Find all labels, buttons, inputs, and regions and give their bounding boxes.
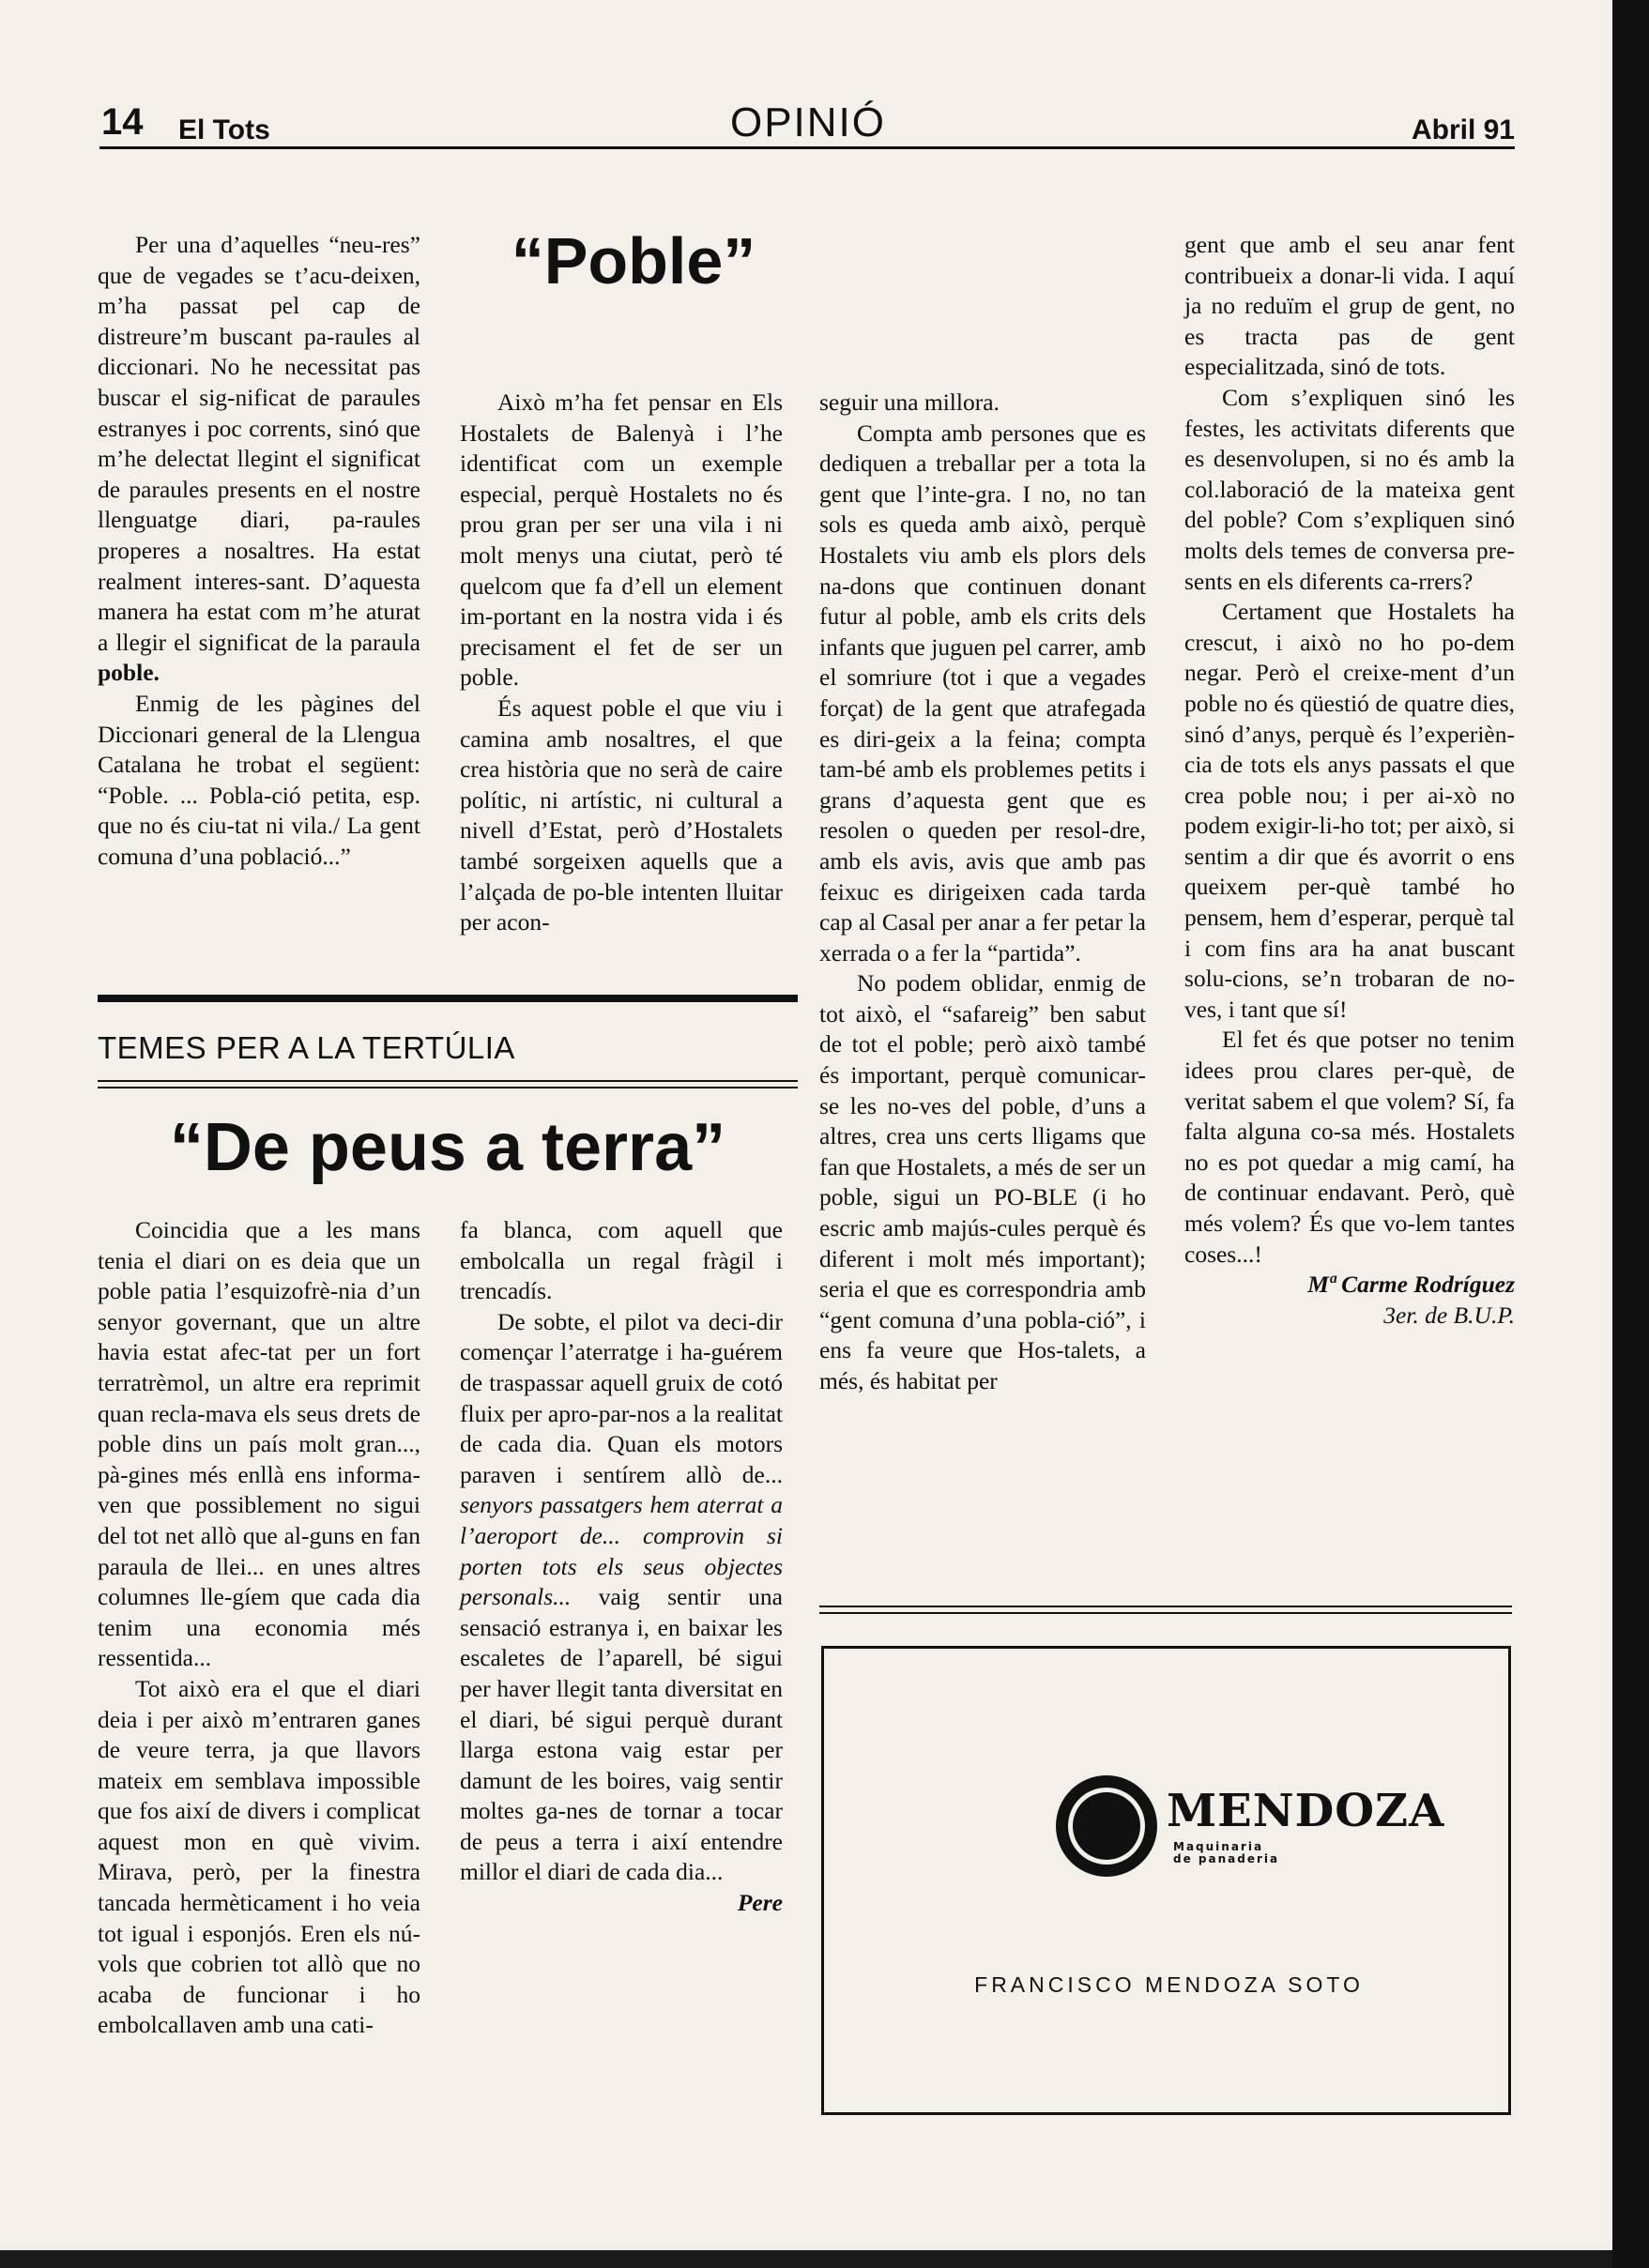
text-run: Per una d’aquelles “neu-res” que de vegades se t’acu-deixen, m’ha passat pel cap de distreure’m buscant pa-raules al diccionari. No he necessitat pas buscar el sig-nificat de paraules estranyes i poc corrents, sinó que m’he delectat llegint el significat de paraules presents en el nostre llenguatge diari, pa-raules properes a nosaltres. Ha estat realment interes-sant. D’aquesta manera ha estat com m’he aturat a llegir el significat de la paraula bbox=[98, 231, 420, 656]
paragraph: seguir una millora. bbox=[819, 388, 1000, 416]
ad-rule bbox=[819, 1612, 1512, 1614]
page-header bbox=[101, 101, 1515, 146]
page-number: 14 bbox=[101, 101, 144, 143]
page-edge bbox=[1612, 0, 1649, 2268]
article-title-poble: “Poble” bbox=[511, 224, 756, 297]
article-title-peus: “De peus a terra” bbox=[169, 1110, 726, 1185]
paragraph: No podem oblidar, enmig de tot això, el “safareig” ben sabut de tot el poble; però això també és important, perquè comunicar-se les no-ves del poble, d’uns a altres, crea uns certs lligams que fan que Hostalets, a més de ser un poble, sigui un PO-BLE (i ho escric amb majús-cules perquè és diferent i molt més important); seria el que es correspondria amb “gent comuna d’una pobla-ció”, i ens fa veure que Hos-talets, a més, és habitat per bbox=[819, 969, 1146, 1394]
paragraph: gent que amb el seu anar fent contribueix a donar-li vida. I aquí ja no reduïm el grup de gent, no es tracta pas de gent especialitzada, sinó de tots. bbox=[1184, 231, 1515, 381]
publication-name: El Tots bbox=[178, 114, 270, 145]
paragraph: Enmig de les pàgines del Diccionari general de la Llengua Catalana he trobat el següent: “Poble. ... Pobla-ció petita, esp. que no és ciu-tat ni vila./ La gent comuna d’una població...” bbox=[98, 689, 420, 870]
paragraph: Coincidia que a les mans tenia el diari on es deia que un poble patia l’esquizofrè-nia d’un senyor governant, que un altre havia estat afec-tat per un fort terratrèmol, un altre era reprimit quan recla-mava els seus drets de poble dins un país molt gran..., pà-gines més enllà ens informa-ven que possiblement no sigui del tot net allò que al-guns en fan paraula de llei... en unes altres columnes lle-gíem que cada dia tenim una economia més ressentida... bbox=[98, 1216, 420, 1672]
author-signature: Pere bbox=[737, 1889, 783, 1917]
peus-column-1 bbox=[98, 1215, 420, 2041]
bold-text-run: poble. bbox=[98, 659, 160, 687]
kicker-rule bbox=[98, 1080, 798, 1082]
text-run: vaig sentir una sensació estranya i, en baixar les escaletes de l’aparell, bé sigui per haver llegit tanta diversitat en el diari, bé sigui perquè durant llarga estona vaig estar per damunt de les boires, vaig sentir moltes ga-nes de tornar a tocar de peus a terra i així entendre millor el diari de cada dia... bbox=[460, 1583, 783, 1886]
poble-column-4 bbox=[1184, 230, 1515, 1331]
peus-column-2 bbox=[460, 1215, 783, 1919]
mendoza-advertisement bbox=[821, 1646, 1511, 2115]
paragraph: Com s’expliquen sinó les festes, les activitats diferents que es desenvolupen, si no és amb la col.laboració de la mateixa gent del poble? Com s’expliquen sinó molts dels temes de conversa pre-sents en els diferents ca-rrers? bbox=[1184, 383, 1515, 595]
section-title: OPINIÓ bbox=[729, 99, 887, 145]
author-signature: Mª Carme Rodríguez bbox=[1307, 1271, 1515, 1299]
poble-column-3 bbox=[819, 388, 1146, 1397]
paragraph: Compta amb persones que es dediquen a treballar per a tota la gent que l’inte-gra. I no, no tan sols es queda amb això, perquè Hostalets viu amb els plors dels na-dons que continuen donant futur al poble, amb els crits dels infants que juguen pel carrer, amb el somriure (tot i que a vegades forçat) de la gent que atrafegada es diri-geix a la feina; compta tam-bé amb els problemes petits i grans d’aquesta gent que es resolen o queden per resol-dre, amb els avis, avis que amb pas feixuc es dirigeixen cada tarda cap al Casal per anar a fer petar la xerrada o a fer la “partida”. bbox=[819, 419, 1146, 967]
paragraph: Tot això era el que el diari deia i per això m’entraren ganes de veure terra, ja que llavors mateix em semblava impossible que fos així de divers i complicat aquest mon en què vivim. Mirava, però, per la finestra tancada hermèticament i ho veia tot igual i esponjós. Eren els nú-vols que cobrien tot allò que no acaba de funcionar i ho embolcallaven amb una cati- bbox=[98, 1674, 420, 2039]
brand-tagline bbox=[1173, 1841, 1279, 1865]
tagline-line: de panaderia bbox=[1173, 1852, 1280, 1865]
ad-rule bbox=[819, 1606, 1512, 1607]
paragraph: El fet és que potser no tenim idees prou clares per-què, de veritat sabem el que volem? Sí, fa falta alguna co-sa més. Hostalets no es pot quedar a mig camí, ha de continuar endavant. Però, què més volem? És que vo-lem tantes coses...! bbox=[1184, 1026, 1515, 1268]
header-rule bbox=[99, 146, 1515, 149]
text-run: De sobte, el pilot va deci-dir començar l’aterratge i ha-guérem de traspassar aquell gruix de cotó fluix per apro-par-nos a la realitat de cada dia. Quan els motors paraven i sentírem allò de... bbox=[460, 1307, 783, 1488]
author-note: 3er. de B.U.P. bbox=[1383, 1301, 1515, 1329]
paragraph: Això m’ha fet pensar en Els Hostalets de Balenyà i l’he identificat com un exemple especial, perquè Hostalets no és prou gran per ser una vila i ni molt menys una ciutat, però té quelcom que fa d’ell un element im-portant en la nostra vida i és precisament el fet de ser un poble. bbox=[460, 388, 783, 692]
section-kicker: TEMES PER A LA TERTÚLIA bbox=[98, 1030, 515, 1065]
paragraph: Certament que Hostalets ha crescut, i això no ho po-dem negar. Però el creixe-ment d’un poble no és qüestió de quatre dies, sinó d’anys, perquè és l’experièn-cia de tots els anys passats el que crea poble nou; i per ai-xò no podem exigir-li-ho tot; per això, si sentim a dir que és avorrit o ens queixem per-què també ho pensem, hem d’esperar, perquè tal i com fins ara ha anat buscant solu-cions, se’n trobaran de no-ves, i tant que sí! bbox=[1184, 598, 1515, 1023]
tagline-line: Maquinaria bbox=[1173, 1840, 1264, 1853]
paragraph: És aquest poble el que viu i camina amb nosaltres, el que crea història que no serà de caire polític, ni artístic, ni cultural a nivell d’Estat, però d’Hostalets també sorgeixen aquells que a l’alçada de po-ble intenten lluitar per acon- bbox=[460, 693, 783, 936]
kicker-rule bbox=[98, 1087, 798, 1088]
paragraph bbox=[98, 230, 420, 689]
mendoza-logo-icon bbox=[1054, 1773, 1159, 1879]
poble-column-2 bbox=[460, 388, 783, 938]
paragraph: fa blanca, com aquell que embolcalla un regal fràgil i trencadís. bbox=[460, 1216, 783, 1305]
italic-text-run: senyors passatgers hem aterrat a l’aeroport de... comprovin si porten tots els seus objectes personals... bbox=[460, 1491, 783, 1611]
section-divider bbox=[98, 995, 798, 1002]
brand-name: MENDOZA bbox=[1167, 1785, 1445, 1837]
poble-column-1 bbox=[98, 230, 420, 872]
paragraph bbox=[460, 1307, 783, 1888]
issue-date: Abril 91 bbox=[1411, 114, 1515, 145]
ad-owner-name: FRANCISCO MENDOZA SOTO bbox=[974, 1972, 1364, 1997]
